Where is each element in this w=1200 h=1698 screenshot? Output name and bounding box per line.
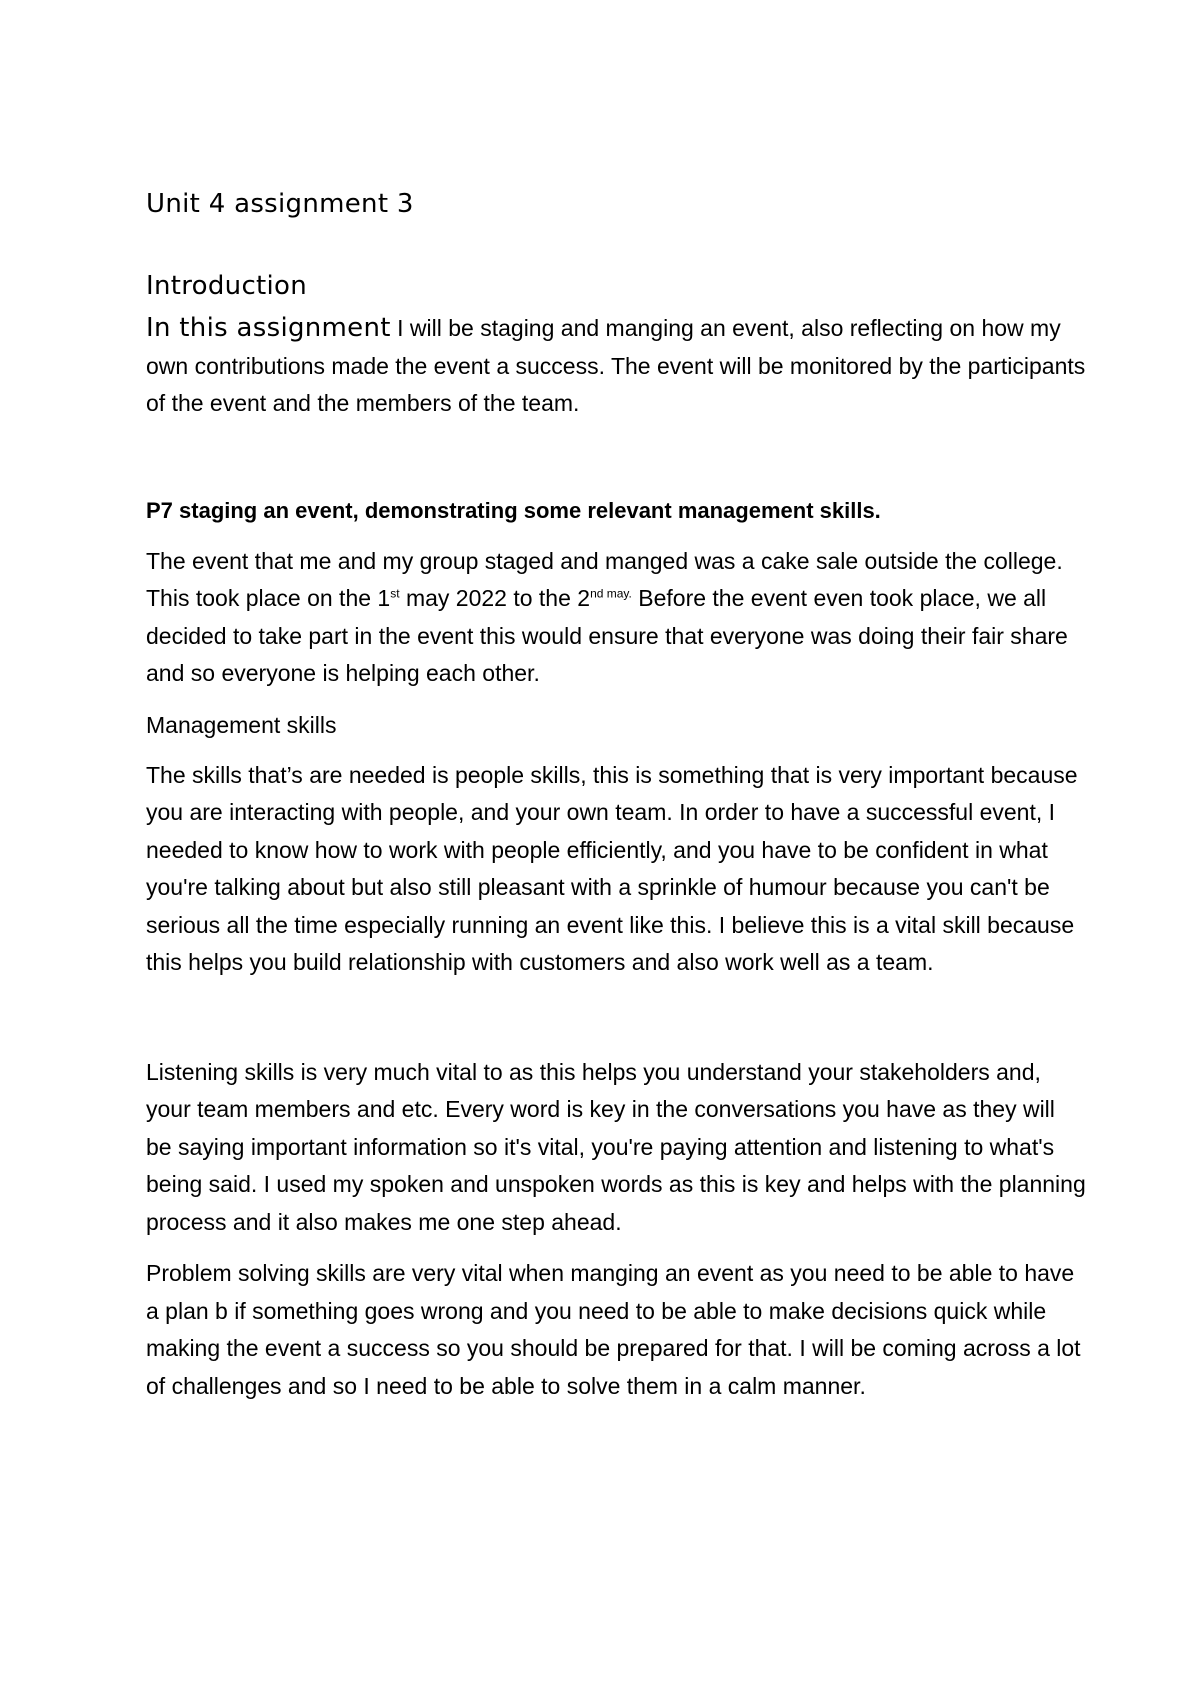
management-skills-heading: Management skills — [146, 711, 337, 738]
document-title: Unit 4 assignment 3 — [146, 189, 414, 219]
p7-superscript-2: nd may. — [590, 586, 632, 601]
introduction-paragraph — [146, 310, 1086, 423]
p7-paragraph — [146, 543, 1086, 693]
document-body — [146, 186, 1086, 1405]
p7-text-part-2: may 2022 to the 2 — [399, 585, 591, 611]
introduction-heading: Introduction — [146, 271, 308, 301]
p7-text-part-1: The event that me and my group staged and manged was a cake sale outside the college. This took place on the 1 — [146, 547, 1063, 611]
introduction-text: I will be staging and manging an event, also reflecting on how my own contributions made the event a success. The event will be monitored by the participants of the event and the members of the team. — [146, 315, 1086, 416]
p7-text-part-3: Before the event even took place, we all decided to take part in the event this would ensure that everyone was doing their fair share and so everyone is helping each other. — [146, 585, 1068, 686]
problem-solving-paragraph: Problem solving skills are very vital when manging an event as you need to be able to have a plan b if something goes wrong and you need to be able to make decisions quick while making the event a success so you should be prepared for that. I will be coming across a lot of challenges and so I need to be able to solve them in a calm manner. — [146, 1260, 1081, 1399]
introduction-lead-text: In this assignment — [146, 313, 391, 343]
listening-skills-paragraph: Listening skills is very much vital to as this helps you understand your stakeholders and, your team members and etc. Every word is key in the conversations you have as they will be saying important information so it's vital, you're paying attention and listening to what's being said. I used my spoken and unspoken words as this is key and helps with the planning process and it also makes me one step ahead. — [146, 1058, 1086, 1235]
p7-heading: P7 staging an event, demonstrating some relevant management skills. — [146, 497, 881, 523]
people-skills-paragraph: The skills that’s are needed is people skills, this is something that is very important because you are interacting with people, and your own team. In order to have a successful event, I needed to know how to work with people efficiently, and you have to be confident in what you're talking about but also still pleasant with a sprinkle of humour because you can't be serious all the time especially running an event like this. I believe this is a vital skill because this helps you build relationship with customers and also work well as a team. — [146, 761, 1078, 975]
p7-superscript-1: st — [390, 586, 400, 601]
